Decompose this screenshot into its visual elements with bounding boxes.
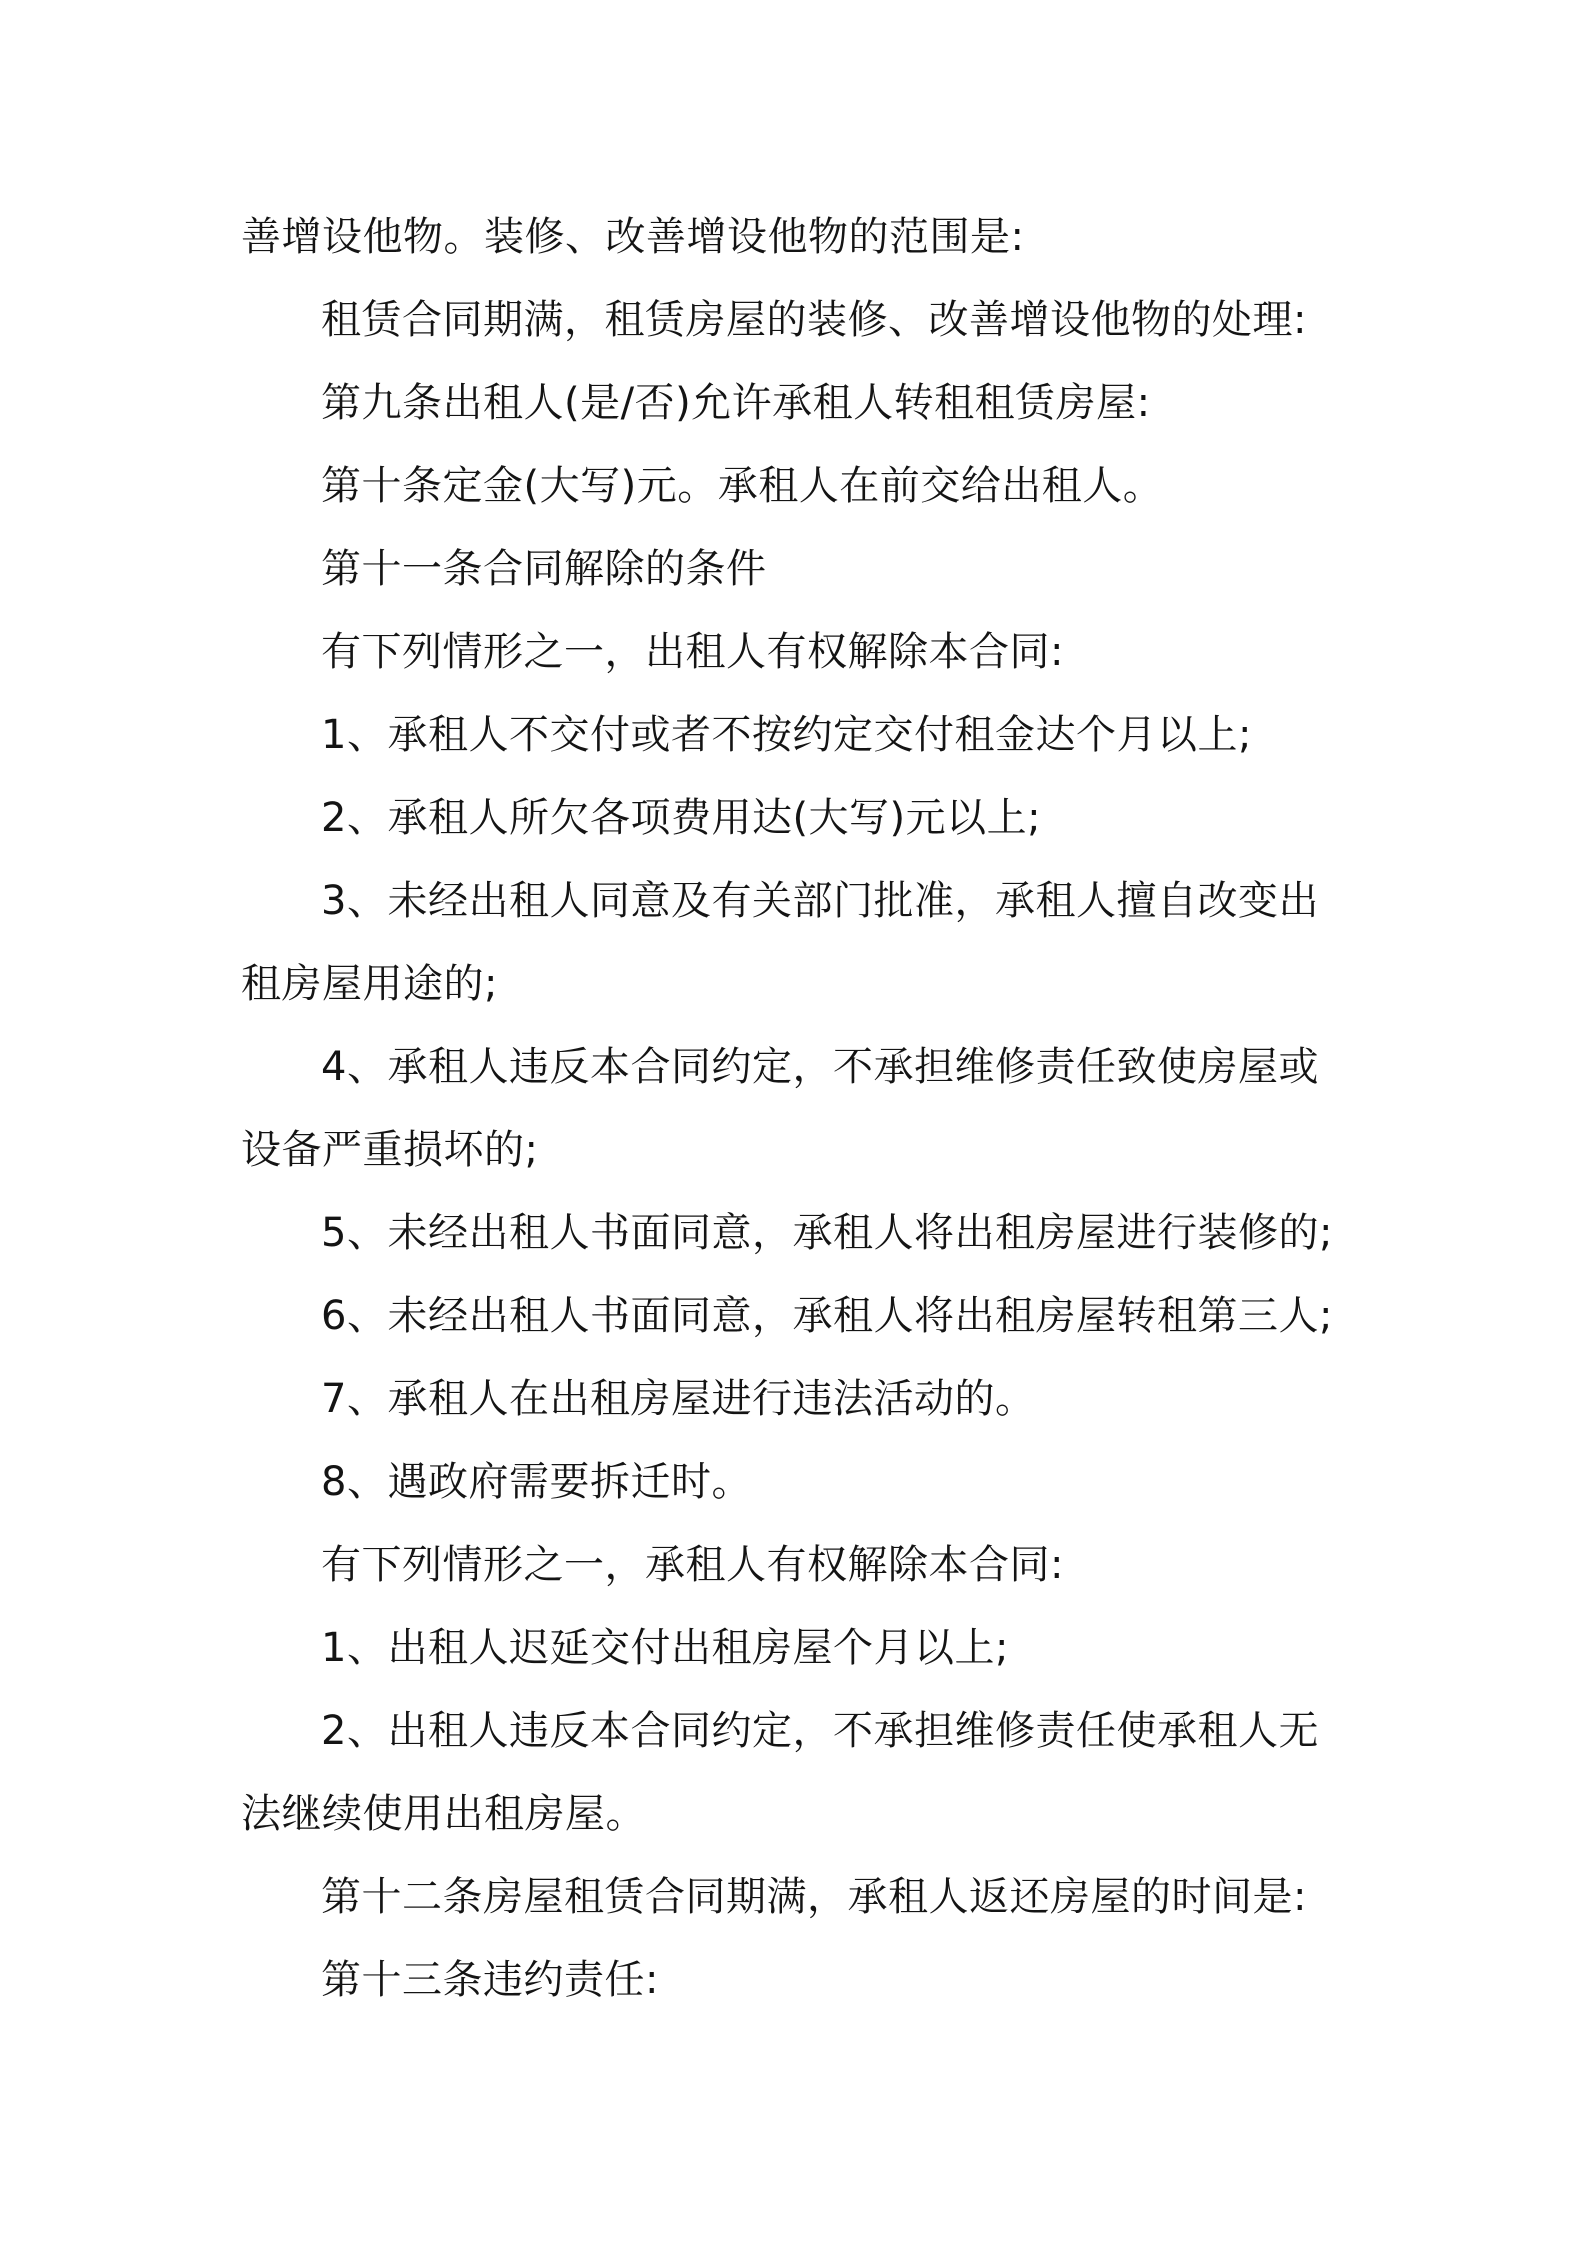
- paragraph-lessor-termination-intro: 有下列情形之一，出租人有权解除本合同:: [321, 629, 1064, 675]
- paragraph-article-9: 第九条出租人(是/否)允许承租人转租租赁房屋:: [321, 380, 1151, 426]
- list-item-lessor-4: 4、承租人违反本合同约定，不承担维修责任致使房屋或设备严重损坏的;: [241, 1044, 1319, 1173]
- list-item-lessor-6: 6、未经出租人书面同意，承租人将出租房屋转租第三人;: [321, 1293, 1333, 1339]
- list-item-lessee-1: 1、出租人迟延交付出租房屋个月以上;: [321, 1625, 1009, 1671]
- list-item-lessor-5: 5、未经出租人书面同意，承租人将出租房屋进行装修的;: [321, 1210, 1333, 1256]
- paragraph-article-12: 第十二条房屋租赁合同期满，承租人返还房屋的时间是:: [321, 1874, 1307, 1920]
- paragraph-article-10: 第十条定金(大写)元。承租人在前交给出租人。: [321, 463, 1164, 509]
- document-body: [241, 196, 1356, 2022]
- list-item-lessor-1: 1、承租人不交付或者不按约定交付租金达个月以上;: [321, 712, 1252, 758]
- list-item-lessor-3: 3、未经出租人同意及有关部门批准，承租人擅自改变出租房屋用途的;: [241, 878, 1319, 1007]
- list-item-lessor-7: 7、承租人在出租房屋进行违法活动的。: [321, 1376, 1036, 1422]
- paragraph-article-11-heading: 第十一条合同解除的条件: [321, 546, 767, 592]
- paragraph-lessee-termination-intro: 有下列情形之一，承租人有权解除本合同:: [321, 1542, 1064, 1588]
- list-item-lessor-2: 2、承租人所欠各项费用达(大写)元以上;: [321, 795, 1042, 841]
- paragraph-continuation: 善增设他物。装修、改善增设他物的范围是:: [241, 214, 1025, 260]
- paragraph-article-13: 第十三条违约责任:: [321, 1957, 659, 2003]
- list-item-lessor-8: 8、遇政府需要拆迁时。: [321, 1459, 752, 1505]
- paragraph-renovation-handling: 租赁合同期满，租赁房屋的装修、改善增设他物的处理:: [321, 297, 1307, 343]
- list-item-lessee-2: 2、出租人违反本合同约定，不承担维修责任使承租人无法继续使用出租房屋。: [241, 1708, 1319, 1837]
